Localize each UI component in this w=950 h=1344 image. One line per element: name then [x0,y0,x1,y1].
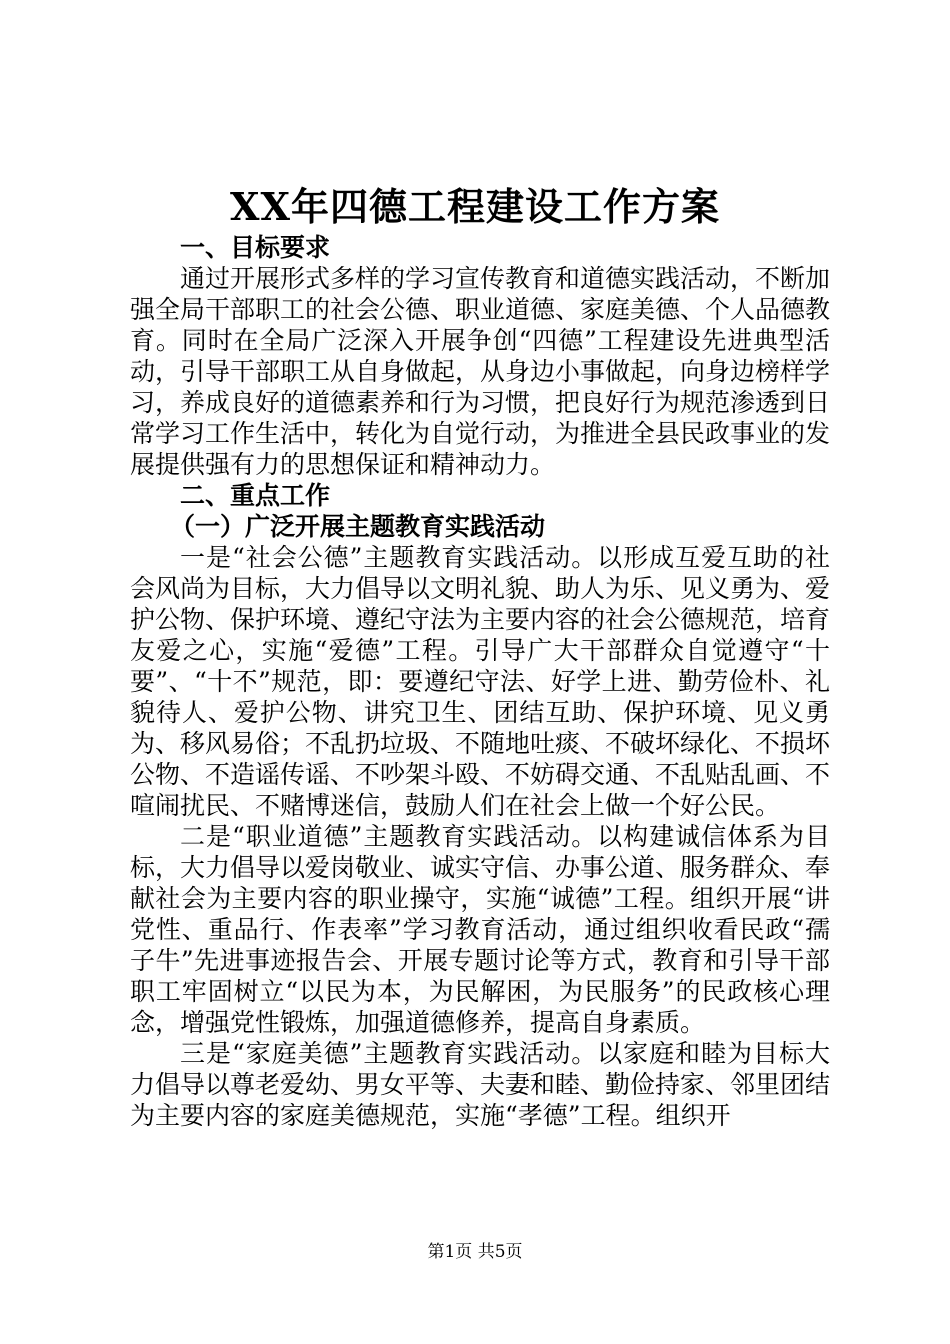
paragraph-family-virtues: 三是“家庭美德”主题教育实践活动。以家庭和睦为目标大力倡导以尊老爱幼、男女平等、夫妻和睦、勤俭持家、邻里团结为主要内容的家庭美德规范，实施“孝德”工程。组织开 [130,1039,831,1130]
document-title: XX年四德工程建设工作方案 [230,184,720,229]
section-heading-goals: 一、目标要求 [180,233,331,262]
paragraph-professional-ethics: 二是“职业道德”主题教育实践活动。以构建诚信体系为目标，大力倡导以爱岗敬业、诚实守信、办事公道、服务群众、奉献社会为主要内容的职业操守，实施“诚德”工程。组织开展“讲党性、重品行、作表率”学习教育活动，通过组织收看民政“孺子牛”先进事迹报告会、开展专题讨论等方式，教育和引导干部职工牢固树立“以民为本，为民解困，为民服务”的民政核心理念，增强党性锻炼，加强道德修养，提高自身素质。 [130,822,831,1037]
paragraph-social-morality: 一是“社会公德”主题教育实践活动。以形成互爱互助的社会风尚为目标，大力倡导以文明礼貌、助人为乐、见义勇为、爱护公物、保护环境、遵纪守法为主要内容的社会公德规范，培育友爱之心，实施“爱德”工程。引导广大干部群众自觉遵守“十要”、“十不”规范，即：要遵纪守法、好学上进、勤劳俭朴、礼貌待人、爱护公物、讲究卫生、团结互助、保护环境、见义勇为、移风易俗；不乱扔垃圾、不随地吐痰、不破坏绿化、不损坏公物、不造谣传谣、不吵架斗殴、不妨碍交通、不乱贴乱画、不喧闹扰民、不赌博迷信，鼓励人们在社会上做一个好公民。 [130,543,831,820]
document-body [130,232,830,1131]
subsection-heading-theme-activities: （一）广泛开展主题教育实践活动 [170,512,546,541]
paragraph-goals: 通过开展形式多样的学习宣传教育和道德实践活动，不断加强全局干部职工的社会公德、职业道德、家庭美德、个人品德教育。同时在全局广泛深入开展争创“四德”工程建设先进典型活动，引导干部职工从自身做起，从身边小事做起，向身边榜样学习，养成良好的道德素养和行为习惯，把良好行为规范渗透到日常学习工作生活中，转化为自觉行动，为推进全县民政事业的发展提供强有力的思想保证和精神动力。 [130,264,831,479]
page-footer: 第1页 共5页 [427,1242,523,1262]
section-heading-key-work: 二、重点工作 [180,481,331,510]
